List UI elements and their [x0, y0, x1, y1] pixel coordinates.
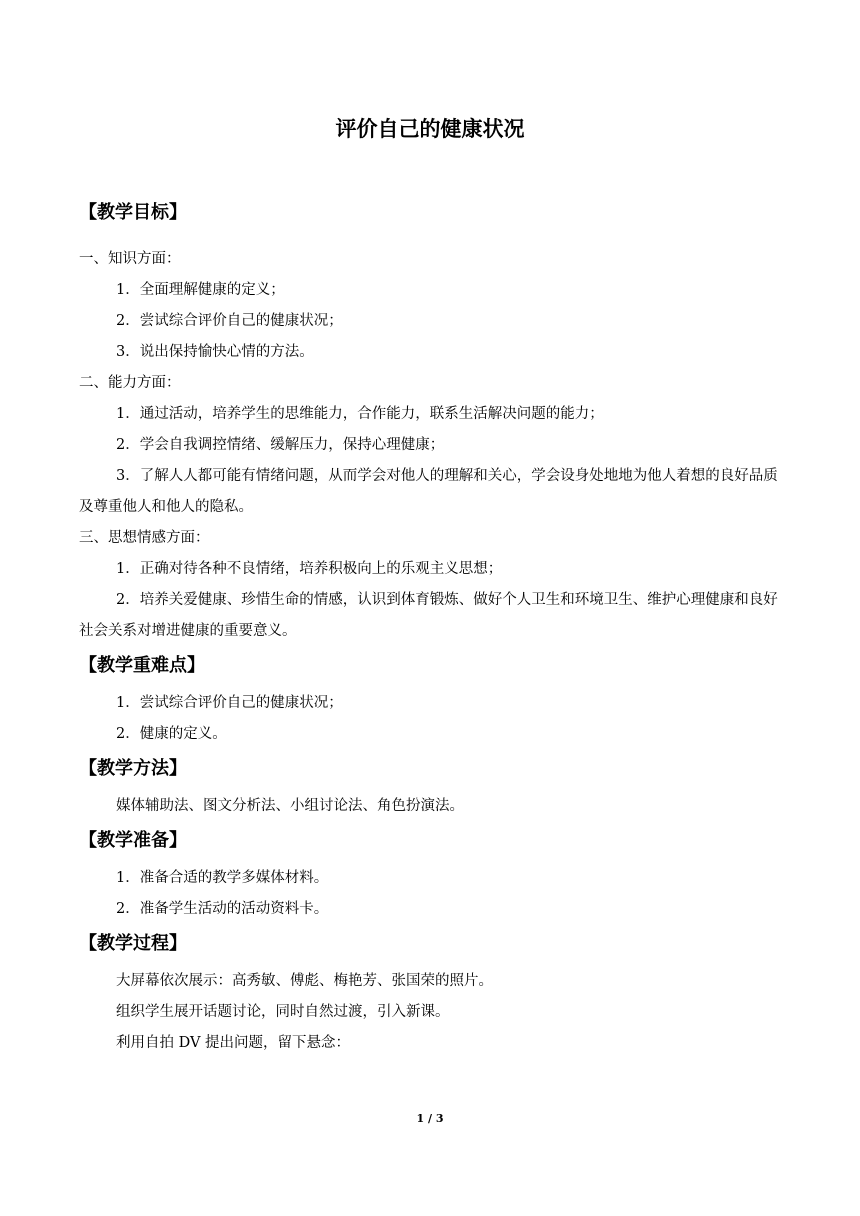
list-item: 1．尝试综合评价自己的健康状况；: [116, 695, 343, 711]
subsection-label-knowledge: 一、知识方面：: [79, 251, 181, 267]
subsection-label-emotion: 三、思想情感方面：: [79, 530, 210, 546]
methods-text: 媒体辅助法、图文分析法、小组讨论法、角色扮演法。: [116, 798, 464, 814]
list-item: 2．学会自我调控情绪、缓解压力，保持心理健康；: [116, 437, 445, 453]
document-title: 评价自己的健康状况: [335, 117, 525, 141]
section-heading-process: 【教学过程】: [79, 933, 187, 954]
list-item: 组织学生展开话题讨论，同时自然过渡，引入新课。: [116, 1004, 450, 1020]
list-item: 1．准备合适的教学多媒体材料。: [116, 870, 329, 886]
document-body: [79, 200, 781, 1059]
section-heading-key-points: 【教学重难点】: [79, 655, 205, 676]
list-item: 利用自拍 DV 提出问题，留下悬念：: [116, 1035, 351, 1051]
list-item: 2．尝试综合评价自己的健康状况；: [116, 313, 343, 329]
list-item: 2．培养关爱健康、珍惜生命的情感，认识到体育锻炼、做好个人卫生和环境卫生、维护心理健康和良好社会关系对增进健康的重要意义。: [79, 592, 778, 639]
list-item: 3．说出保持愉快心情的方法。: [116, 344, 314, 360]
section-heading-preparation: 【教学准备】: [79, 830, 187, 851]
list-item: 1．正确对待各种不良情绪，培养积极向上的乐观主义思想；: [116, 561, 503, 577]
subsection-label-ability: 二、能力方面：: [79, 375, 181, 391]
list-item: 3．了解人人都可能有情绪问题，从而学会对他人的理解和关心，学会设身处地地为他人着想的良好品质及尊重他人和他人的隐私。: [79, 468, 778, 515]
list-item: 1．全面理解健康的定义；: [116, 282, 285, 298]
section-heading-goals: 【教学目标】: [79, 202, 187, 223]
list-item: 2．准备学生活动的活动资料卡。: [116, 901, 329, 917]
list-item: 1．通过活动，培养学生的思维能力，合作能力，联系生活解决问题的能力；: [116, 406, 604, 422]
list-item: 2．健康的定义。: [116, 726, 227, 742]
list-item: 大屏幕依次展示：高秀敏、傅彪、梅艳芳、张国荣的照片。: [116, 973, 493, 989]
section-heading-methods: 【教学方法】: [79, 758, 187, 779]
page-number: 1 / 3: [416, 1112, 444, 1125]
